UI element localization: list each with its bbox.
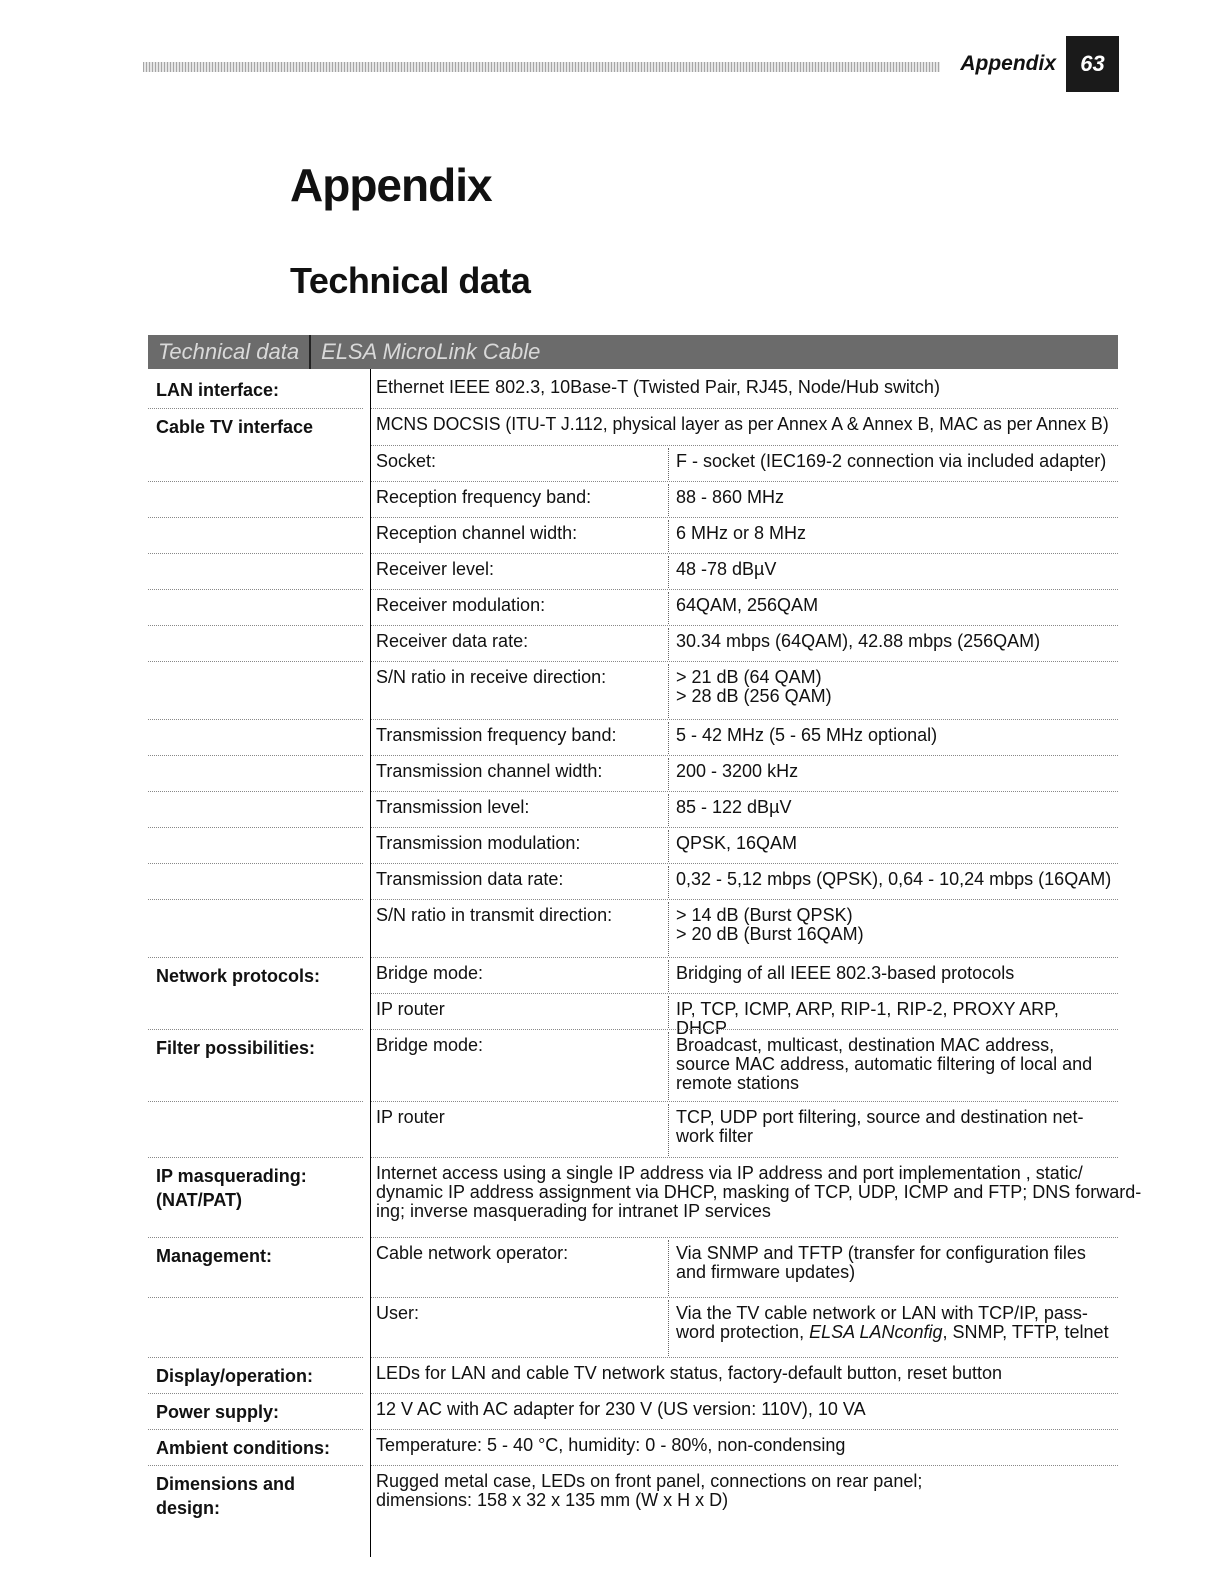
row-key: IP router — [376, 1107, 445, 1127]
row-subvalue-line — [676, 1323, 1112, 1342]
row-label: Display/operation: — [156, 1366, 314, 1386]
table-row — [148, 1238, 1118, 1298]
table-row — [148, 626, 1118, 662]
row-value-line: ing; inverse masquerading for intranet IP services — [376, 1201, 771, 1221]
page-number: 63 — [1066, 36, 1119, 92]
row-subvalue — [676, 906, 1112, 944]
row-subvalue: 30.34 mbps (64QAM), 42.88 mbps (256QAM) — [676, 631, 1041, 651]
subcolumn-divider — [668, 592, 669, 624]
row-subvalue — [676, 1036, 1112, 1093]
table-row — [148, 1358, 1118, 1394]
row-label-line: Dimensions and — [156, 1474, 296, 1494]
table-row — [148, 1030, 1118, 1102]
row-key: Transmission channel width: — [376, 761, 603, 781]
row-subvalue: Bridging of all IEEE 802.3-based protocols — [676, 963, 1015, 983]
row-label — [156, 1164, 307, 1212]
row-key: Cable network operator: — [376, 1243, 569, 1263]
row-value — [376, 1472, 1112, 1510]
row-value: MCNS DOCSIS (ITU-T J.112, physical layer as per Annex A & Annex B, MAC as per Annex B) — [376, 414, 1109, 434]
row-key: Reception channel width: — [376, 523, 578, 543]
row-label: Network protocols: — [156, 966, 321, 986]
subcolumn-divider — [668, 722, 669, 754]
row-key: Bridge mode: — [376, 1035, 484, 1055]
table-header — [148, 335, 1118, 369]
table-row — [148, 590, 1118, 626]
product-name: ELSA LANconfig — [809, 1322, 943, 1342]
row-subvalue — [676, 1244, 1112, 1282]
row-label-line: IP masquerading: — [156, 1166, 307, 1186]
row-subvalue: 5 - 42 MHz (5 - 65 MHz optional) — [676, 725, 938, 745]
row-key: User: — [376, 1303, 420, 1323]
page-title: Appendix — [290, 159, 492, 211]
row-subvalue-text: word protection, — [676, 1322, 810, 1342]
row-key: Transmission data rate: — [376, 869, 564, 889]
table-row — [148, 994, 1118, 1038]
row-subvalue-line: work filter — [676, 1126, 754, 1146]
row-subvalue-line: source MAC address, automatic filtering of local and — [676, 1054, 1093, 1074]
row-value: 12 V AC with AC adapter for 230 V (US version: 110V), 10 VA — [376, 1399, 866, 1419]
row-subvalue: 88 - 860 MHz — [676, 487, 785, 507]
table-row — [148, 1466, 1118, 1530]
row-subvalue-line: remote stations — [676, 1073, 800, 1093]
row-label: Ambient conditions: — [156, 1438, 330, 1458]
row-key: Reception frequency band: — [376, 487, 592, 507]
row-subvalue: 200 - 3200 kHz — [676, 761, 799, 781]
row-key: S/N ratio in receive direction: — [376, 667, 607, 687]
table-row — [148, 1158, 1142, 1238]
row-subvalue: IP, TCP, ICMP, ARP, RIP-1, RIP-2, PROXY ARP, DHCP — [676, 999, 1059, 1038]
row-subvalue: 85 - 122 dBµV — [676, 797, 792, 817]
row-key: Bridge mode: — [376, 963, 484, 983]
subcolumn-divider — [668, 996, 669, 1028]
row-subvalue: QPSK, 16QAM — [676, 833, 798, 853]
row-key: Transmission level: — [376, 797, 530, 817]
table-row — [148, 662, 1118, 720]
subcolumn-divider — [668, 866, 669, 898]
row-subvalue-line: Via the TV cable network or LAN with TCP/IP, pass- — [676, 1303, 1088, 1323]
row-value: LEDs for LAN and cable TV network status, factory-default button, reset button — [376, 1363, 1003, 1383]
subcolumn-divider — [668, 794, 669, 826]
subcolumn-divider — [668, 520, 669, 552]
row-key: Socket: — [376, 451, 437, 471]
row-value: Temperature: 5 - 40 °C, humidity: 0 - 80%, non-condensing — [376, 1435, 846, 1455]
subcolumn-divider — [668, 448, 669, 480]
table-row — [148, 409, 1118, 446]
table-header-separator — [309, 335, 311, 369]
subcolumn-divider — [668, 1104, 669, 1156]
table-row — [148, 958, 1118, 994]
table-row — [148, 900, 1118, 958]
row-key: IP router — [376, 999, 445, 1019]
row-subvalue: 0,32 - 5,12 mbps (QPSK), 0,64 - 10,24 mbps (16QAM) — [676, 869, 1112, 889]
row-label-line: (NAT/PAT) — [156, 1190, 242, 1210]
row-subvalue-line: Via SNMP and TFTP (transfer for configuration files — [676, 1243, 1086, 1263]
table-row — [148, 756, 1118, 792]
table-header-product: ELSA MicroLink Cable — [321, 339, 541, 364]
row-value-line: Rugged metal case, LEDs on front panel, connections on rear panel; — [376, 1471, 923, 1491]
table-row — [148, 1394, 1118, 1430]
section-title: Technical data — [290, 260, 531, 301]
subcolumn-divider — [668, 1300, 669, 1356]
table-row — [148, 372, 1118, 409]
subcolumn-divider — [668, 960, 669, 992]
row-label: Management: — [156, 1246, 273, 1266]
table-row — [148, 864, 1118, 900]
row-subvalue — [676, 668, 1112, 706]
row-label — [156, 1472, 295, 1520]
row-subvalue-line: > 21 dB (64 QAM) — [676, 667, 822, 687]
header-rule — [143, 62, 1043, 72]
table-row — [148, 1430, 1118, 1466]
subcolumn-divider — [668, 830, 669, 862]
row-subvalue: 6 MHz or 8 MHz — [676, 523, 807, 543]
table-row — [148, 1298, 1118, 1358]
subcolumn-divider — [668, 628, 669, 660]
row-key: Receiver modulation: — [376, 595, 546, 615]
table-row — [148, 446, 1118, 482]
table-row — [148, 828, 1118, 864]
subcolumn-divider — [668, 902, 669, 956]
subcolumn-divider — [668, 556, 669, 588]
row-value — [376, 1163, 1142, 1221]
row-subvalue: 48 -78 dBµV — [676, 559, 777, 579]
row-key: S/N ratio in transmit direction: — [376, 905, 613, 925]
row-subvalue: 64QAM, 256QAM — [676, 595, 819, 615]
row-key: Transmission modulation: — [376, 833, 581, 853]
subcolumn-divider — [668, 664, 669, 718]
table-header-label: Technical data — [158, 339, 300, 364]
row-label: LAN interface: — [156, 380, 280, 400]
table-row — [148, 1102, 1118, 1158]
row-key: Receiver data rate: — [376, 631, 529, 651]
row-subvalue-line: > 20 dB (Burst 16QAM) — [676, 924, 864, 944]
running-header: Appendix — [940, 52, 1056, 76]
row-value-line: dimensions: 158 x 32 x 135 mm (W x H x D) — [376, 1490, 729, 1510]
row-label: Cable TV interface — [156, 417, 314, 437]
subcolumn-divider — [668, 758, 669, 790]
row-subvalue-line: Broadcast, multicast, destination MAC address, — [676, 1035, 1055, 1055]
row-label: Power supply: — [156, 1402, 280, 1422]
row-key: Transmission frequency band: — [376, 725, 617, 745]
table-row — [148, 792, 1118, 828]
table-row — [148, 482, 1118, 518]
row-subvalue-text: , SNMP, TFTP, telnet — [942, 1322, 1109, 1342]
subcolumn-divider — [668, 484, 669, 516]
row-subvalue-line: > 28 dB (256 QAM) — [676, 686, 832, 706]
row-subvalue-line: and firmware updates) — [676, 1262, 856, 1282]
subcolumn-divider — [668, 1240, 669, 1296]
table-row — [148, 518, 1118, 554]
row-value-line: Internet access using a single IP address via IP address and port implementation , static/ — [376, 1163, 1083, 1183]
table-row — [148, 720, 1118, 756]
row-subvalue-line: TCP, UDP port filtering, source and destination net- — [676, 1107, 1084, 1127]
row-subvalue: F - socket (IEC169-2 connection via included adapter) — [676, 451, 1107, 471]
row-subvalue — [676, 1108, 1112, 1146]
table-row — [148, 554, 1118, 590]
row-value-line: dynamic IP address assignment via DHCP, masking of TCP, UDP, ICMP and FTP; DNS forward- — [376, 1182, 1142, 1202]
row-subvalue-line: > 14 dB (Burst QPSK) — [676, 905, 853, 925]
row-key: Receiver level: — [376, 559, 495, 579]
subcolumn-divider — [668, 1032, 669, 1100]
row-value: Ethernet IEEE 802.3, 10Base-T (Twisted Pair, RJ45, Node/Hub switch) — [376, 377, 940, 397]
row-label-line: design: — [156, 1498, 221, 1518]
row-subvalue — [676, 1304, 1112, 1342]
row-label: Filter possibilities: — [156, 1038, 316, 1058]
